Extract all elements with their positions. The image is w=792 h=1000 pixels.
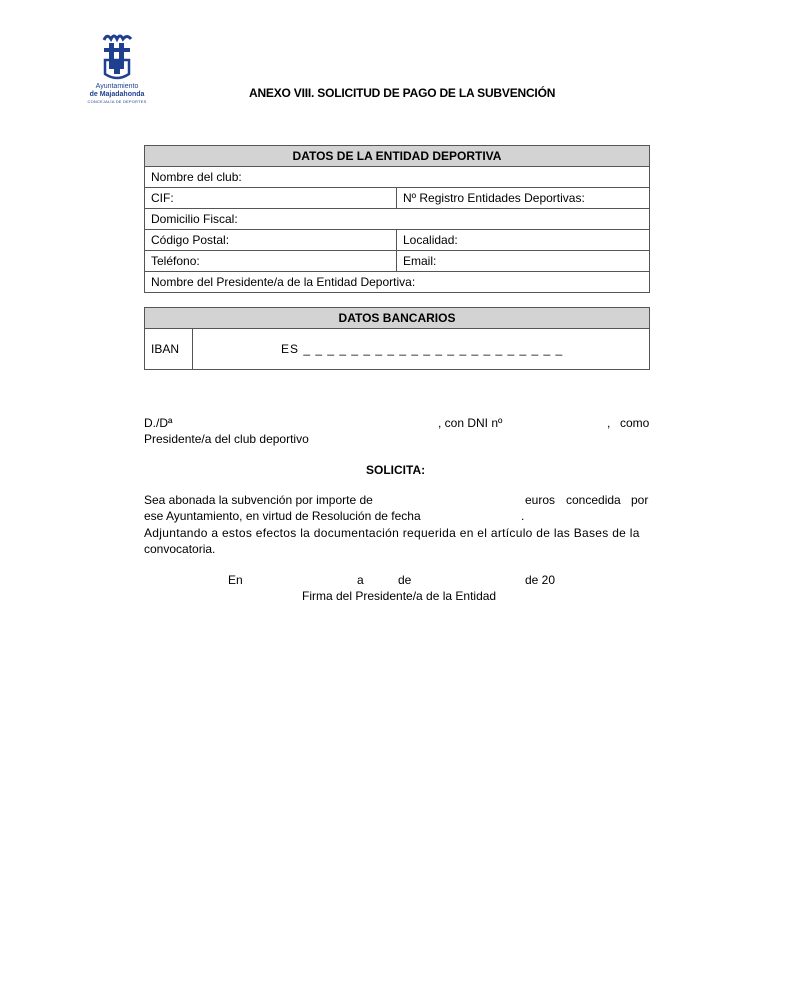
field-cif[interactable]: CIF: — [145, 188, 397, 209]
dni-label: , con DNI nº — [438, 416, 503, 430]
bancarios-heading: DATOS BANCARIOS — [145, 308, 650, 329]
iban-field[interactable]: ES _ _ _ _ _ _ _ _ _ _ _ _ _ _ _ _ _ _ _ _ _ _ — [193, 329, 650, 370]
presidente-club-text: Presidente/a del club deportivo — [144, 432, 309, 446]
iban-label: IBAN — [145, 329, 193, 370]
entidad-deportiva-table — [144, 145, 650, 293]
importe-text: Sea abonada la subvención por importe de — [144, 493, 373, 507]
dd-label: D./Dª — [144, 416, 173, 430]
resolucion-text: ese Ayuntamiento, en virtud de Resolución de fecha — [144, 509, 421, 523]
en-text: En — [228, 573, 243, 587]
field-presidente[interactable]: Nombre del Presidente/a de la Entidad Deportiva: — [145, 272, 650, 293]
field-telefono[interactable]: Teléfono: — [145, 251, 397, 272]
period-text: . — [521, 509, 525, 523]
page-title: ANEXO VIII. SOLICITUD DE PAGO DE LA SUBVENCIÓN — [249, 86, 556, 100]
field-codigo-postal[interactable]: Código Postal: — [145, 230, 397, 251]
por-text: por — [631, 493, 649, 507]
field-nombre-club[interactable]: Nombre del club: — [145, 167, 650, 188]
de-text: de — [398, 573, 412, 587]
entidad-heading: DATOS DE LA ENTIDAD DEPORTIVA — [145, 146, 650, 167]
adjuntando-text: Adjuntando a estos efectos la documentación requerida en el artículo de las Bases de la — [144, 526, 640, 540]
logo-text-concejalia: CONCEJALÍA DE DEPORTES — [87, 99, 147, 104]
euros-text: euros — [525, 493, 556, 507]
convocatoria-text: convocatoria. — [144, 542, 216, 556]
field-email[interactable]: Email: — [397, 251, 650, 272]
field-domicilio[interactable]: Domicilio Fiscal: — [145, 209, 650, 230]
logo-text-ayuntamiento: Ayuntamiento — [95, 83, 139, 90]
a-text: a — [357, 573, 364, 587]
field-registro[interactable]: Nº Registro Entidades Deportivas: — [397, 188, 650, 209]
comma-text: , — [607, 416, 611, 430]
firma-text: Firma del Presidente/a de la Entidad — [302, 589, 497, 603]
de20-text: de 20 — [525, 573, 556, 587]
field-localidad[interactable]: Localidad: — [397, 230, 650, 251]
concedida-text: concedida — [566, 493, 621, 507]
solicita-heading: SOLICITA: — [366, 463, 426, 477]
majadahonda-crest-icon — [97, 30, 137, 82]
ayuntamiento-logo — [86, 30, 148, 112]
datos-bancarios-table — [144, 307, 650, 370]
logo-text-majadahonda: de Majadahonda — [89, 91, 145, 98]
como-text: como — [620, 416, 650, 430]
